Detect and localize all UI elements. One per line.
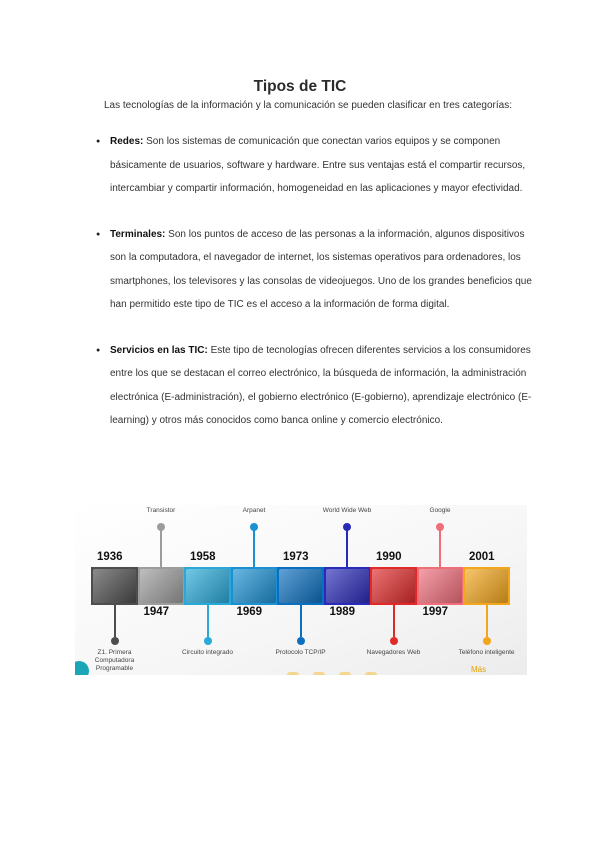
timeline-image: [233, 569, 276, 603]
timeline-connector: [300, 605, 302, 637]
timeline-year: 1997: [422, 606, 449, 618]
bullet-text: Este tipo de tecnologías ofrecen diferentes servicios a los consumidores entre los que se destacan el correo electrónico, la búsqueda de información, la administración electrónica (E-administración), el gobierno electrónico (E-gobierno), aprendizaje electrónico (E-learning) y otros más conocidos como banca online y comercio electrónico.: [110, 344, 532, 426]
timeline-dot: [483, 637, 491, 645]
more-label: Más: [471, 665, 487, 674]
page-title: Tipos de TIC: [253, 78, 347, 95]
timeline-caption: Circuito integrado: [182, 649, 233, 656]
decorative-pill: [287, 672, 299, 675]
timeline-image: [326, 569, 369, 603]
timeline-caption: Transistor: [146, 507, 176, 514]
timeline-connector: [160, 529, 162, 567]
timeline-caption: Z1. Primera Computadora Programable: [94, 649, 135, 672]
list-item: [96, 339, 536, 433]
categories-list: [96, 130, 536, 455]
decorative-pill: [365, 672, 377, 675]
timeline-connector: [207, 605, 209, 637]
list-item: [96, 223, 536, 317]
timeline-connector: [393, 605, 395, 637]
timeline-caption: World Wide Web: [322, 507, 372, 514]
timeline-dot: [111, 637, 119, 645]
decorative-pill: [313, 672, 325, 675]
timeline-dot: [204, 637, 212, 645]
timeline-dot: [297, 637, 305, 645]
timeline-dot: [250, 523, 258, 531]
bullet-term: Servicios en las TIC:: [110, 344, 208, 356]
decorative-pill: [339, 672, 351, 675]
timeline-image: [419, 569, 462, 603]
timeline-caption: Arpanet: [242, 507, 266, 514]
timeline-dot: [390, 637, 398, 645]
timeline-year: 1936: [97, 551, 123, 563]
timeline-image: [140, 569, 183, 603]
timeline-caption: Google: [429, 507, 451, 514]
tic-timeline-infographic: [75, 505, 527, 675]
timeline-connector: [346, 529, 348, 567]
bullet-term: Redes:: [110, 136, 144, 147]
timeline-year: 2001: [469, 551, 495, 563]
timeline-year: 1969: [236, 606, 263, 618]
timeline-year: 1990: [376, 551, 402, 563]
bullet-text: Son los sistemas de comunicación que conectan varios equipos y se componen básicamente de usuarios, software y hardware. Entre sus ventajas está el compartir recursos, intercambiar y compartir información, homogeneidad en las aplicaciones y mayor efectividad.: [110, 136, 526, 194]
timeline-image: [465, 569, 508, 603]
timeline-year: 1947: [143, 606, 170, 618]
timeline-image: [186, 569, 229, 603]
timeline-caption: Teléfono inteligente: [458, 649, 515, 656]
timeline-connector: [439, 529, 441, 567]
timeline-caption: Navegadores Web: [366, 649, 421, 656]
timeline-image: [279, 569, 322, 603]
timeline-image: [93, 569, 136, 603]
timeline-image: [372, 569, 415, 603]
timeline-year: 1958: [190, 551, 216, 563]
timeline-connector: [114, 605, 116, 637]
timeline-connector: [486, 605, 488, 637]
timeline-dot: [436, 523, 444, 531]
timeline-dot: [343, 523, 351, 531]
timeline-year: 1989: [329, 606, 356, 618]
timeline-connector: [253, 529, 255, 567]
bullet-text: Son los puntos de acceso de las personas a la información, algunos dispositivos son la computadora, el navegador de internet, los sistemas operativos para ordenadores, los smartphones, los televisores y las consolas de videojuegos. Uno de los grandes beneficios que han permitido este tipo de TIC es el acceso a la información de forma digital.: [110, 228, 532, 310]
timeline-dot: [157, 523, 165, 531]
list-item: [96, 130, 536, 201]
intro-text: Las tecnologías de la información y la comunicación se pueden clasificar en tres categorías:: [104, 100, 513, 111]
bullet-term: Terminales:: [110, 228, 166, 240]
timeline-caption: Protocolo TCP/IP: [275, 649, 326, 656]
timeline-year: 1973: [283, 551, 309, 563]
